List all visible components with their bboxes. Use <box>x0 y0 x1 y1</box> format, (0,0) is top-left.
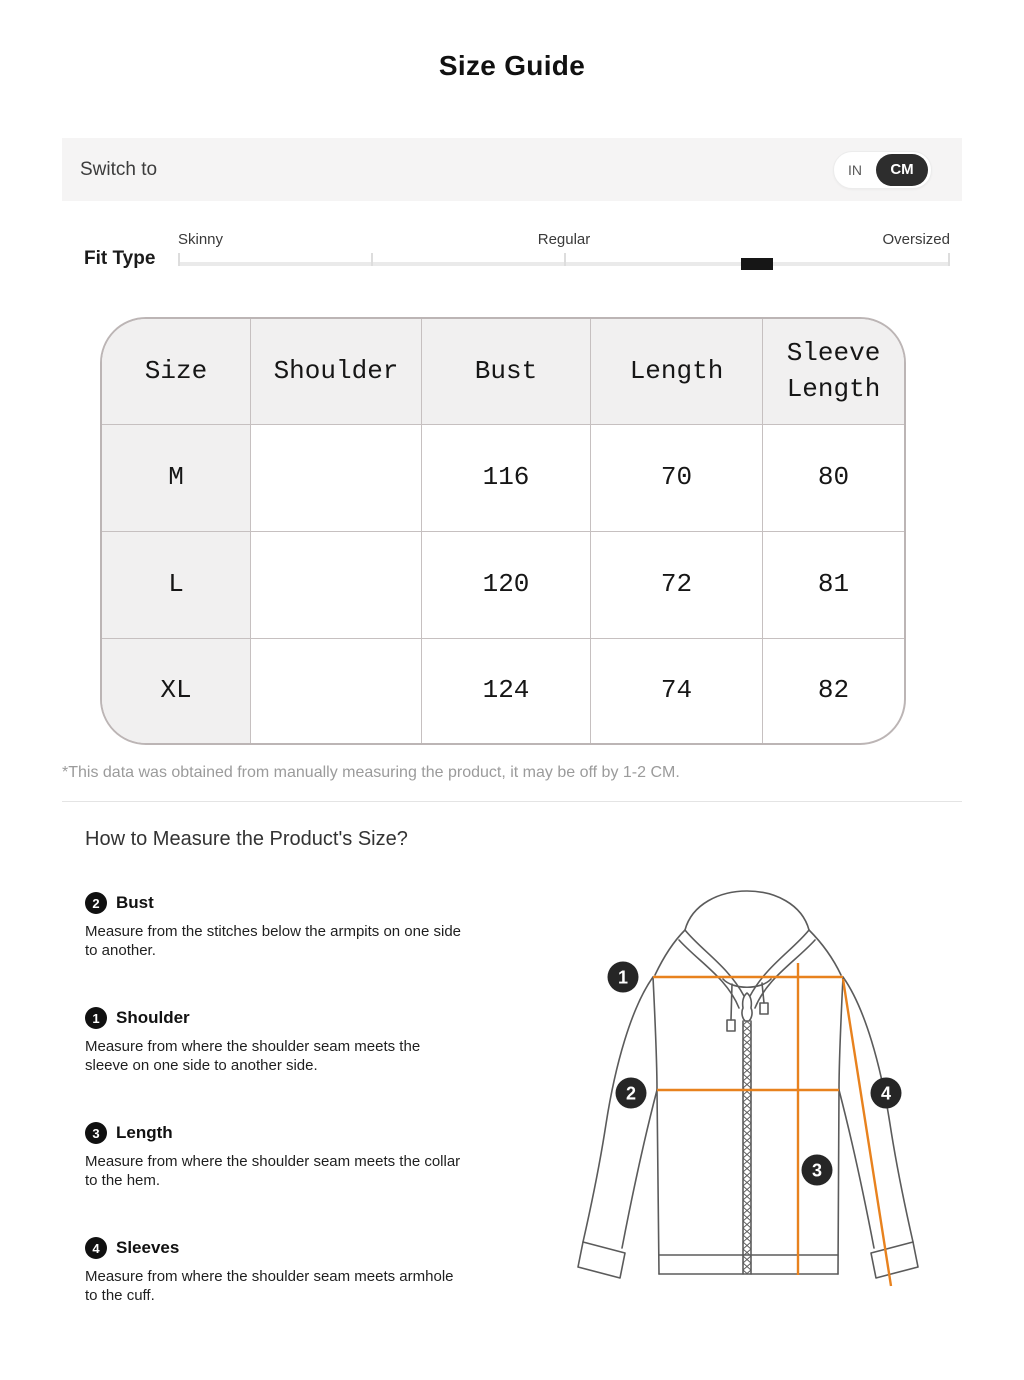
table-cell: 82 <box>817 675 850 706</box>
unit-toggle[interactable] <box>833 151 932 189</box>
fit-slider-marker[interactable] <box>741 258 773 270</box>
hood-outline <box>685 891 809 930</box>
right-drawstring <box>762 983 764 1003</box>
table-row-label: L <box>102 532 251 639</box>
measure-item-sleeves <box>85 1237 495 1305</box>
svg-text:3: 3 <box>811 1160 823 1181</box>
fit-type-options <box>178 231 950 253</box>
fit-slider-track[interactable] <box>178 262 950 266</box>
table-header-cell: Length <box>591 319 763 425</box>
table-cell: 116 <box>422 425 591 532</box>
hood-left-neck <box>655 930 685 975</box>
measure-item-bust <box>85 892 495 960</box>
fit-option-oversized: Oversized <box>882 231 950 248</box>
number-badge-icon: 3 <box>85 1122 107 1144</box>
table-header-cell: Sleeve Length <box>763 319 904 425</box>
fit-option-regular: Regular <box>537 231 591 248</box>
fit-slider-tick <box>948 253 950 266</box>
measure-list <box>85 892 495 1352</box>
measure-item-description: Measure from where the shoulder seam meets the sleeve on one side to another side. <box>85 1038 421 1074</box>
fit-type-label: Fit Type <box>84 248 156 269</box>
svg-text:4: 4 <box>880 1083 892 1104</box>
how-to-measure-heading: How to Measure the Product's Size? <box>85 828 408 850</box>
page-title: Size Guide <box>438 50 586 81</box>
table-cell: 124 <box>422 639 591 743</box>
measure-item-shoulder <box>85 1007 495 1075</box>
fit-slider-tick <box>371 253 373 266</box>
section-divider <box>62 801 962 802</box>
hood-rim-left <box>679 940 739 1008</box>
body-right-edge <box>838 977 843 1274</box>
fit-slider-tick <box>564 253 566 266</box>
table-cell: 74 <box>591 639 763 743</box>
unit-option-in[interactable]: IN <box>848 161 862 178</box>
right-sleeve-inner <box>839 1090 874 1248</box>
left-drawstring <box>731 984 732 1020</box>
measure-item-name: Length <box>116 1123 173 1142</box>
fit-option-skinny: Skinny <box>178 231 224 248</box>
table-cell <box>251 532 422 639</box>
number-badge-icon: 4 <box>85 1237 107 1259</box>
svg-text:1: 1 <box>617 967 629 988</box>
svg-text:2: 2 <box>625 1083 637 1104</box>
diagram-marker-2 <box>616 1078 647 1109</box>
left-cuff <box>578 1242 625 1278</box>
zipper-pull <box>742 993 752 1021</box>
measure-item-description: Measure from where the shoulder seam meets armhole to the cuff. <box>85 1268 454 1304</box>
measure-item-description: Measure from the stitches below the armpits on one side to another. <box>85 923 462 959</box>
diagram-marker-1 <box>608 962 639 993</box>
unit-option-cm[interactable]: CM <box>876 154 928 186</box>
table-header-cell: Bust <box>422 319 591 425</box>
hood-right-neck <box>809 930 841 975</box>
table-header-cell: Shoulder <box>251 319 422 425</box>
fit-slider-tick <box>178 253 180 266</box>
diagram-marker-3 <box>802 1155 833 1186</box>
collar-arc <box>723 979 771 987</box>
measurement-disclaimer: *This data was obtained from manually measuring the product, it may be off by 1-2 CM. <box>62 764 680 781</box>
number-badge-icon: 2 <box>85 892 107 914</box>
size-table <box>100 317 906 745</box>
table-cell: 72 <box>591 532 763 639</box>
right-drawstring-aglet <box>760 1003 768 1014</box>
table-header-cell: Size <box>102 319 251 425</box>
measure-item-description: Measure from where the shoulder seam meets the collar to the hem. <box>85 1153 461 1189</box>
fit-type-slider <box>178 231 950 266</box>
left-sleeve-inner <box>622 1090 657 1248</box>
left-sleeve-outer <box>583 977 653 1242</box>
table-cell <box>251 639 422 743</box>
diagram-marker-4 <box>871 1078 902 1109</box>
body-left-edge <box>653 977 659 1274</box>
table-cell: 80 <box>763 425 904 532</box>
right-cuff <box>871 1242 918 1278</box>
table-cell <box>251 425 422 532</box>
hoodie-diagram-svg <box>575 878 925 1302</box>
measure-item-name: Bust <box>116 893 154 912</box>
left-drawstring-aglet <box>727 1020 735 1031</box>
measure-item-name: Sleeves <box>116 1238 180 1257</box>
switch-to-label: Switch to <box>80 158 158 180</box>
number-badge-icon: 1 <box>85 1007 107 1029</box>
table-cell: 70 <box>591 425 763 532</box>
table-row-label: XL <box>102 639 251 743</box>
zipper-teeth <box>743 1021 751 1274</box>
hoodie-measurement-diagram <box>575 878 925 1302</box>
measure-item-length <box>85 1122 495 1190</box>
table-row-label: M <box>102 425 251 532</box>
unit-switch-bar <box>62 138 962 201</box>
table-cell: 120 <box>422 532 591 639</box>
measure-item-name: Shoulder <box>116 1008 190 1027</box>
table-cell: 81 <box>763 532 904 639</box>
